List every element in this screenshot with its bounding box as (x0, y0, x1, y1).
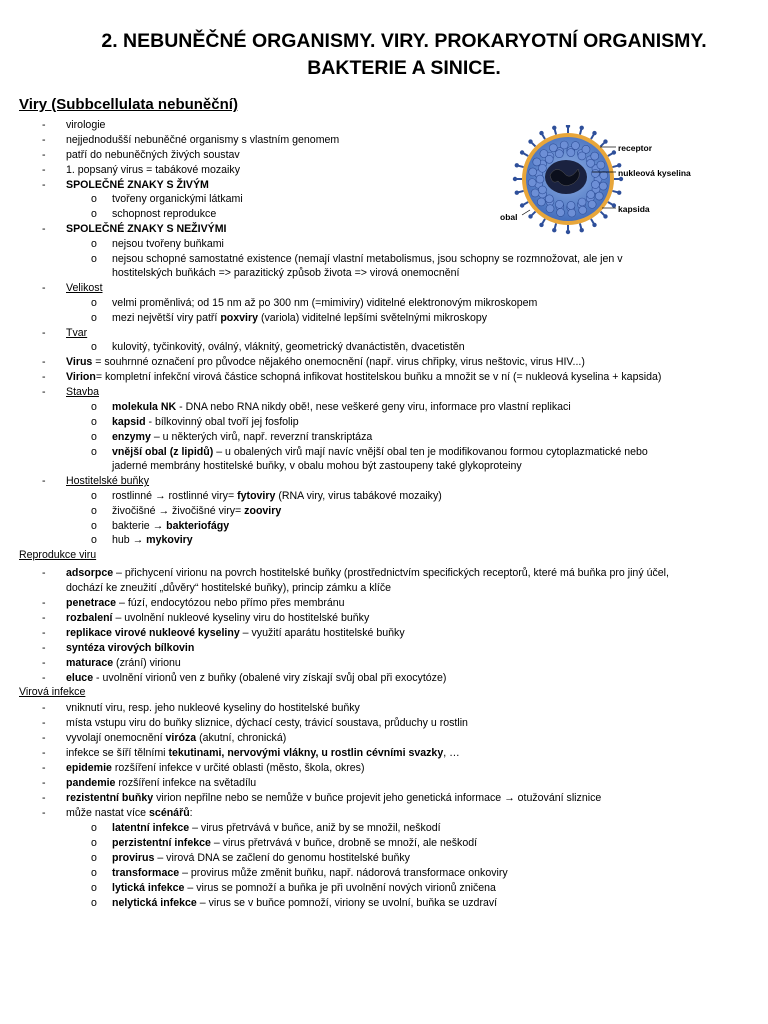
bold-term: nelytická infekce (112, 897, 197, 909)
bullet-dash: - (42, 597, 46, 609)
bold-term: perzistentní infekce (112, 837, 211, 849)
list-item (112, 836, 477, 851)
bullet-circle: o (91, 897, 97, 909)
bullet-circle: o (91, 238, 97, 250)
list-item (66, 806, 193, 821)
bold-term: kapsid (112, 416, 146, 428)
text: : (189, 807, 193, 819)
bold-term: poxviry (220, 312, 259, 324)
bold-term: adsorpce (66, 567, 114, 579)
list-item: SPOLEČNÉ ZNAKY S ŽIVÝM (66, 179, 209, 191)
bullet-circle: o (91, 852, 97, 864)
bold-term: latentní infekce (112, 822, 190, 834)
bullet-dash: - (42, 119, 46, 131)
list-item (66, 370, 661, 385)
bold-term: eluce (66, 672, 94, 684)
list-item (66, 716, 468, 731)
bullet-dash: - (42, 179, 46, 191)
text: - bílkovinný obal tvoří jej fosfolip (145, 416, 299, 428)
bullet-dash: - (42, 282, 46, 294)
bold-term: fytoviry (237, 490, 276, 502)
text: – virová DNA se začlení do genomu hostitelské buňky (154, 852, 410, 864)
text: rozšíření infekce na světadílu (115, 777, 257, 789)
text: – virus přetrvává v buňce, drobně se množí, ale neškodí (210, 837, 478, 849)
bullet-dash: - (42, 747, 46, 759)
list-item (112, 445, 648, 460)
bullet-circle: o (91, 882, 97, 894)
list-item (112, 415, 299, 430)
text: může nastat více (66, 807, 150, 819)
bullet-dash: - (42, 356, 46, 368)
virus-diagram (496, 125, 706, 240)
list-item (66, 656, 181, 671)
title-line-2: BAKTERIE A SINICE. (307, 57, 501, 79)
list-item (66, 355, 585, 370)
bullet-dash: - (42, 627, 46, 639)
bold-term: Virion (66, 371, 96, 383)
bullet-circle: o (91, 867, 97, 879)
bold-term: vnější obal (z lipidů) (112, 446, 214, 458)
bullet-dash: - (42, 672, 46, 684)
bold-term: lytická infekce (112, 882, 185, 894)
list-item (112, 881, 496, 896)
label-envelope: obal (500, 212, 518, 222)
text: = kompletní infekční virová částice schopná infikovat hostitelskou buňku a množit se v ní (= nukleová kyselina + kapsida) (95, 371, 662, 383)
bold-term: epidemie (66, 762, 112, 774)
bold-term: scénářů (149, 807, 190, 819)
list-item: schopnost reprodukce (112, 208, 217, 220)
list-item (112, 851, 410, 866)
bold-term: enzymy (112, 431, 151, 443)
text: – fúzí, endocytózou nebo přímo přes membránu (116, 597, 345, 609)
bullet-circle: o (91, 431, 97, 443)
text: – virus se pomnoží a buňka je při uvolnění nových virionů zničena (184, 882, 496, 894)
text: hub → (112, 534, 147, 546)
list-item: hostitelských buňkách => parazitický způsob života => virová onemocnění (112, 267, 460, 279)
list-item (112, 489, 442, 504)
text: = souhrnné označení pro původce nějakého onemocnění (např. virus chřipky, virus neštovic, virus HIV...) (92, 356, 585, 368)
bullet-circle: o (91, 822, 97, 834)
bullet-circle: o (91, 446, 97, 458)
bullet-circle: o (91, 208, 97, 220)
bold-term: transformace (112, 867, 180, 879)
list-item: Tvar (66, 327, 88, 339)
text: – virus se v buňce pomnoží, viriony se uvolní, buňka se uzdraví (196, 897, 498, 909)
text: virion nepřilne nebo se nemůže v buňce projevit jeho genetická informace → otužování sliznice (153, 792, 602, 804)
text: rozšíření infekce v určité oblasti (město, škola, okres) (111, 762, 365, 774)
list-item (66, 776, 256, 791)
bullet-circle: o (91, 490, 97, 502)
list-item (66, 641, 194, 656)
text: bakterie → (112, 520, 167, 532)
list-item (66, 731, 286, 746)
list-item (66, 596, 345, 611)
text: místa vstupu viru do buňky sliznice, dýchací cesty, trávicí soustava, průduchy u rostlin (66, 717, 468, 729)
list-item (112, 519, 229, 534)
bullet-circle: o (91, 253, 97, 265)
bold-term: zooviry (244, 505, 282, 517)
list-item: tvořeny organickými látkami (112, 193, 243, 205)
list-item (66, 581, 391, 596)
bullet-dash: - (42, 134, 46, 146)
bullet-circle: o (91, 416, 97, 428)
bold-term: rezistentní buňky (66, 792, 154, 804)
bullet-dash: - (42, 642, 46, 654)
bullet-circle: o (91, 534, 97, 546)
bullet-dash: - (42, 717, 46, 729)
text: vniknutí viru, resp. jeho nukleové kyseliny do hostitelské buňky (66, 702, 360, 714)
bold-term: penetrace (66, 597, 117, 609)
text: vyvolají onemocnění (66, 732, 166, 744)
list-item: Stavba (66, 386, 99, 398)
text: – využití aparátu hostitelské buňky (239, 627, 405, 639)
title-line-1: 2. NEBUNĚČNÉ ORGANISMY. VIRY. PROKARYOTNÍ ORGANISMY. (101, 30, 707, 52)
bullet-circle: o (91, 505, 97, 517)
text: – provirus může změnit buňku, např. nádorová transformace onkoviry (179, 867, 508, 879)
bold-term: molekula NK (112, 401, 177, 413)
list-item (66, 746, 460, 761)
text: – uvolnění nukleové kyseliny viru do hostitelské buňky (112, 612, 370, 624)
list-item (112, 866, 508, 881)
text: rostlinné → rostlinné viry= (112, 490, 238, 502)
bullet-circle: o (91, 341, 97, 353)
bold-term: provirus (112, 852, 155, 864)
list-item (66, 761, 365, 776)
bullet-dash: - (42, 149, 46, 161)
bullet-dash: - (42, 223, 46, 235)
list-item: 1. popsaný virus = tabákové mozaiky (66, 164, 241, 176)
bold-term: mykoviry (146, 534, 193, 546)
list-item: Hostitelské buňky (66, 475, 150, 487)
text: (zrání) virionu (113, 657, 181, 669)
bold-term: rozbalení (66, 612, 113, 624)
bold-term: replikace virové nukleové kyseliny (66, 627, 240, 639)
list-item (112, 311, 487, 326)
list-item (66, 791, 601, 806)
label-capsid: kapsida (618, 204, 650, 214)
list-item: nejsou tvořeny buňkami (112, 238, 224, 250)
text: – u některých virů, např. reverzní transkriptáza (150, 431, 373, 443)
list-item (112, 400, 571, 415)
bold-term: maturace (66, 657, 114, 669)
list-item (112, 533, 193, 548)
list-item: kulovitý, tyčinkovitý, oválný, vláknitý, geometrický dvanáctistěn, dvacetistěn (112, 341, 465, 353)
text: – u obalených virů mají navíc vnější obal ten je modifikovanou formou cytoplazmatické nebo (213, 446, 648, 458)
text: dochází ke zneužití „důvěry“ hostitelské buňky), princip zámku a klíče (66, 582, 392, 594)
bullet-dash: - (42, 475, 46, 487)
bullet-circle: o (91, 193, 97, 205)
list-item (66, 701, 360, 716)
list-item: virologie (66, 119, 106, 131)
list-item (66, 566, 669, 581)
text: (akutní, chronická) (196, 732, 287, 744)
bullet-dash: - (42, 371, 46, 383)
section-heading-viry: Viry (Subbcellulata nebuněční) (19, 96, 238, 113)
bold-term: bakteriofágy (166, 520, 230, 532)
bold-term: tekutinami, nervovými vlákny, u rostlin cévními svazky (168, 747, 444, 759)
text: – přichycení virionu na povrch hostitelské buňky (prostřednictvím specifických receptorů, které má buňka pro jiný účel, (113, 567, 669, 579)
list-item: nejjednodušší nebuněčné organismy s vlastním genomem (66, 134, 340, 146)
bold-term: viróza (165, 732, 197, 744)
list-item (112, 504, 281, 519)
page-title (40, 28, 768, 82)
list-item (112, 430, 372, 445)
bullet-dash: - (42, 807, 46, 819)
bullet-dash: - (42, 164, 46, 176)
bullet-circle: o (91, 297, 97, 309)
text: živočišné → živočišné viry= (112, 505, 245, 517)
bullet-circle: o (91, 401, 97, 413)
section-title-infekce: Virová infekce (19, 686, 86, 698)
list-item: velmi proměnlivá; od 15 nm až po 300 nm (=mimiviry) viditelné elektronovým mikroskopem (112, 297, 538, 309)
text: (RNA viry, virus tabákové mozaiky) (275, 490, 442, 502)
bullet-circle: o (91, 312, 97, 324)
label-receptor: receptor (618, 143, 653, 153)
section-title-reprodukce: Reprodukce viru (19, 549, 97, 561)
bullet-circle: o (91, 837, 97, 849)
list-item (112, 821, 441, 836)
text: (variola) viditelné lepšími světelnými mikroskopy (258, 312, 488, 324)
list-item: SPOLEČNÉ ZNAKY S NEŽIVÝMI (66, 223, 227, 235)
list-item: nejsou schopné samostatné existence (nemají vlastní metabolismus, jsou schopny se rozmnožovat, ale jen v (112, 253, 623, 265)
bullet-dash: - (42, 386, 46, 398)
bullet-dash: - (42, 702, 46, 714)
bullet-dash: - (42, 777, 46, 789)
bullet-dash: - (42, 762, 46, 774)
bullet-dash: - (42, 657, 46, 669)
text: - uvolnění virionů ven z buňky (obalené viry získají svůj obal při exocytóze) (93, 672, 447, 684)
list-item (112, 896, 497, 911)
list-item (66, 611, 369, 626)
list-item (66, 626, 405, 641)
text: - DNA nebo RNA nikdy obě!, nese veškeré geny viru, informace pro vlastní replikaci (176, 401, 571, 413)
bold-term: syntéza virových bílkovin (66, 642, 195, 654)
list-item: patří do nebuněčných živých soustav (66, 149, 240, 161)
bullet-dash: - (42, 732, 46, 744)
bullet-dash: - (42, 327, 46, 339)
list-item (66, 671, 446, 686)
bold-term: pandemie (66, 777, 116, 789)
list-item: jaderné membrány hostitelské buňky, v obalu mohou být zastoupeny také glykoproteiny (112, 460, 522, 472)
text: mezi největší viry patří (112, 312, 221, 324)
label-nucleic-acid: nukleová kyselina (618, 168, 691, 178)
bullet-dash: - (42, 567, 46, 579)
bullet-circle: o (91, 520, 97, 532)
bullet-dash: - (42, 612, 46, 624)
list-item: Velikost (66, 282, 103, 294)
bullet-dash: - (42, 792, 46, 804)
bold-term: Virus (66, 356, 93, 368)
text: – virus přetrvává v buňce, aniž by se množil, neškodí (189, 822, 441, 834)
text: infekce se šíří tělními (66, 747, 169, 759)
text: , … (443, 747, 460, 759)
